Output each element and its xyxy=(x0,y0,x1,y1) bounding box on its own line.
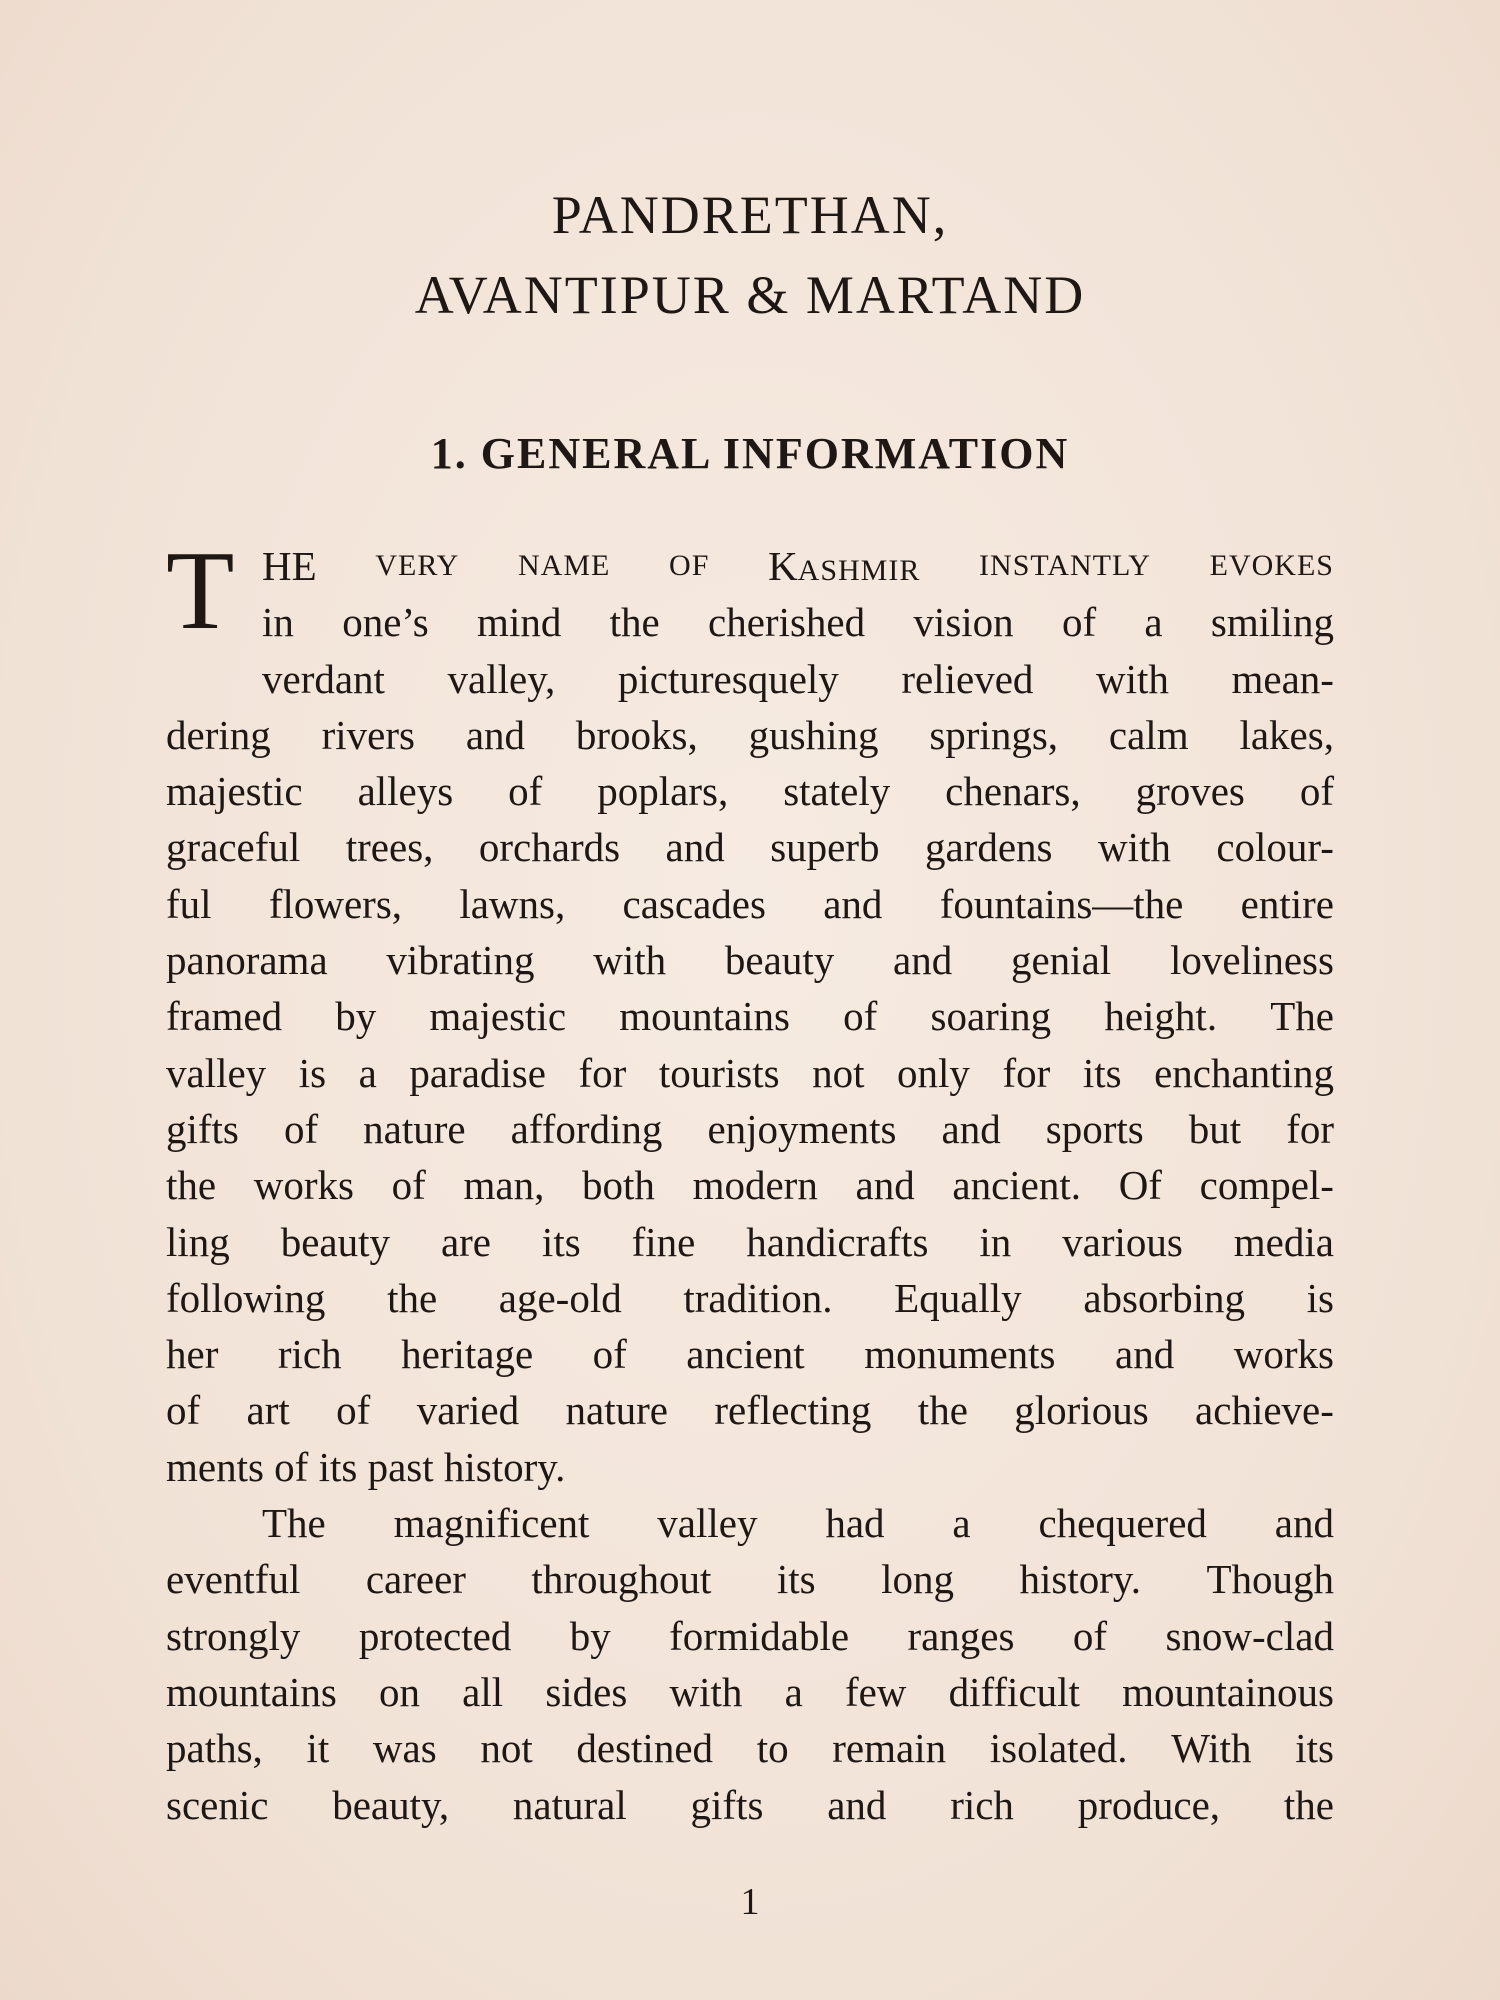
text-line: her rich heritage of ancient monuments and works xyxy=(166,1331,1334,1378)
text-line: graceful trees, orchards and superb gardens with colour- xyxy=(166,824,1334,871)
text-line: framed by majestic mountains of soaring height. The xyxy=(166,993,1334,1040)
text-line: valley is a paradise for tourists not only for its enchanting xyxy=(166,1049,1334,1096)
chapter-title-line-1: PANDRETHAN, xyxy=(551,185,949,245)
text-line: verdant valley, picturesquely relieved with mean- xyxy=(262,655,1334,702)
text-line: dering rivers and brooks, gushing springs, calm lakes, xyxy=(166,711,1334,758)
chapter-title-line-2: AVANTIPUR & MARTAND xyxy=(414,265,1086,325)
text-line: majestic alleys of poplars, stately chenars, groves of xyxy=(166,768,1334,815)
first-line-word: OF xyxy=(669,549,710,582)
text-line: eventful career throughout its long history. Though xyxy=(166,1556,1334,1603)
text-line: the works of man, both modern and ancient. Of compel- xyxy=(166,1162,1334,1209)
text-line: of art of varied nature reflecting the glorious achieve- xyxy=(166,1387,1334,1434)
page-number: 1 xyxy=(740,1881,760,1923)
first-line-word: EVOKES xyxy=(1209,549,1334,582)
text-line: panorama vibrating with beauty and genial loveliness xyxy=(166,937,1334,984)
text-line: The magnificent valley had a chequered and xyxy=(262,1500,1334,1547)
first-line-word: KASHMIR xyxy=(768,543,921,589)
first-line-word: VERY xyxy=(375,549,460,582)
first-line-word: INSTANTLY xyxy=(979,549,1151,582)
body-text xyxy=(166,538,1334,1833)
first-line-word: NAME xyxy=(518,549,611,582)
section-heading: 1. GENERAL INFORMATION xyxy=(430,429,1070,478)
text-line: scenic beauty, natural gifts and rich produce, the xyxy=(166,1781,1334,1828)
text-line: following the age-old tradition. Equally absorbing is xyxy=(166,1274,1334,1321)
text-line: strongly protected by formidable ranges of snow-clad xyxy=(166,1612,1334,1659)
text-line: ments of its past history. xyxy=(166,1443,566,1490)
text-line: gifts of nature affording enjoyments and sports but for xyxy=(166,1105,1334,1152)
first-line-word: HE xyxy=(262,543,317,589)
text-line: mountains on all sides with a few difficult mountainous xyxy=(166,1668,1334,1715)
text-line: ling beauty are its fine handicrafts in various media xyxy=(166,1218,1334,1265)
text-line: ful flowers, lawns, cascades and fountains—the entire xyxy=(166,880,1334,927)
drop-cap: T xyxy=(166,529,235,653)
paragraph-2 xyxy=(166,1495,1334,1833)
text-line: paths, it was not destined to remain isolated. With its xyxy=(166,1725,1334,1772)
text-line: in one’s mind the cherished vision of a smiling xyxy=(262,599,1334,646)
paragraph-1 xyxy=(166,594,1334,1495)
